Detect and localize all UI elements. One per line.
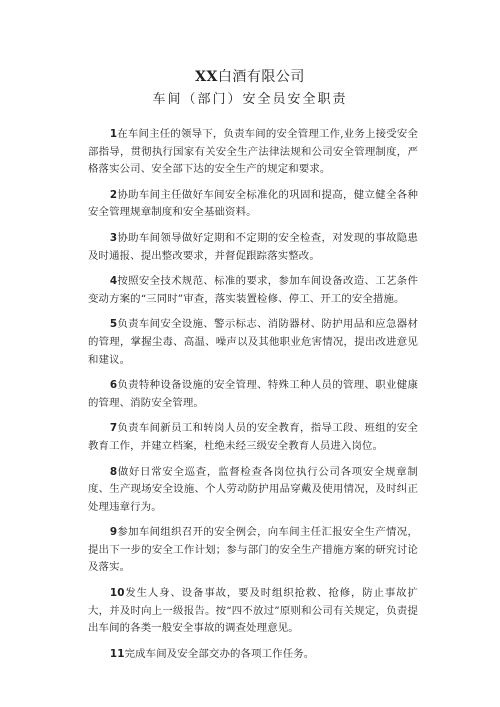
duty-number: 1 <box>109 128 118 140</box>
duty-text: 发生人身、设备事故，要及时组织抢救、抢修，防止事故扩大，并及时向上一级报告。按“四不放过”原则和公司有关规定，负责提出车间的各类一般安全事故的调查处理意见。 <box>88 587 418 635</box>
duty-text: 协助车间领导做好定期和不定期的安全检查，对发现的事故隐患及时通报、提出整改要求，并督促跟踪落实整改。 <box>88 231 418 262</box>
duty-number: 3 <box>109 231 118 244</box>
title-prefix: XX <box>195 69 218 85</box>
duty-number: 6 <box>109 379 118 392</box>
duty-text: 做好日常安全巡查，监督检查各岗位执行公司各项安全规章制度、生产现场安全设施、个人劳动防护用品穿戴及使用情况，及时纠正处理违章行为。 <box>88 465 418 513</box>
duty-item <box>88 585 418 638</box>
duty-text: 按照安全技术规范、标准的要求，参加车间设备改造、工艺条件变动方案的“三同时”审查，落实装置检修、停工、开工的安全措施。 <box>88 275 418 305</box>
duty-text: 参加车间组织召开的安全例会，向车间主任汇报安全生产情况，提出下一步的安全工作计划；参与部门的安全生产措施方案的研究讨论及落实。 <box>88 526 418 574</box>
duty-number: 7 <box>109 422 118 435</box>
document-body <box>88 126 418 671</box>
duty-item <box>88 464 418 517</box>
duty-text: 完成车间及安全部交办的各项工作任务。 <box>124 647 315 660</box>
duty-number: 8 <box>109 465 118 478</box>
duty-item <box>88 524 418 577</box>
duty-number: 10 <box>109 587 125 600</box>
page-subtitle: 车间（部门）安全员安全职责 <box>152 92 348 107</box>
page-title <box>0 68 500 86</box>
duty-text: 负责特种设备设施的安全管理、特殊工种人员的管理、职业健康的管理、消防安全管理。 <box>88 379 418 409</box>
duty-item <box>88 646 418 664</box>
duty-number: 2 <box>109 188 118 201</box>
duty-text: 负责车间安全设施、警示标志、消防器材、防护用品和应急器材的管理，掌握尘毒、高温、噪声以及其他职业危害情况，提出改进意见和建议。 <box>88 318 418 366</box>
title-company-name: 白酒有限公司 <box>217 69 305 85</box>
duty-text: 协助车间主任做好车间安全标准化的巩固和提高，健立健全各种安全管理规章制度和安全基础资料。 <box>88 188 418 219</box>
duty-number: 5 <box>109 318 118 331</box>
duty-text: 在车间主任的领导下，负责车间的安全管理工作,业务上接受安全部指导，贯彻执行国家有关安全生产法律法规和公司安全管理制度，严格落实公司、安全部下达的安全生产的规定和要求。 <box>88 128 418 176</box>
duty-item <box>88 230 418 265</box>
duty-item <box>88 187 418 222</box>
duty-item <box>88 316 418 369</box>
duty-number: 4 <box>109 275 118 288</box>
duty-number: 9 <box>109 526 118 539</box>
duty-item <box>88 420 418 455</box>
duty-text: 负责车间新员工和转岗人员的安全教育，指导工段、班组的安全教育工作，并建立档案，杜绝未经三级安全教育人员进入岗位。 <box>88 422 418 452</box>
duty-number: 11 <box>109 647 125 660</box>
duty-item <box>88 126 418 179</box>
duty-item <box>88 377 418 412</box>
duty-item <box>88 273 418 308</box>
